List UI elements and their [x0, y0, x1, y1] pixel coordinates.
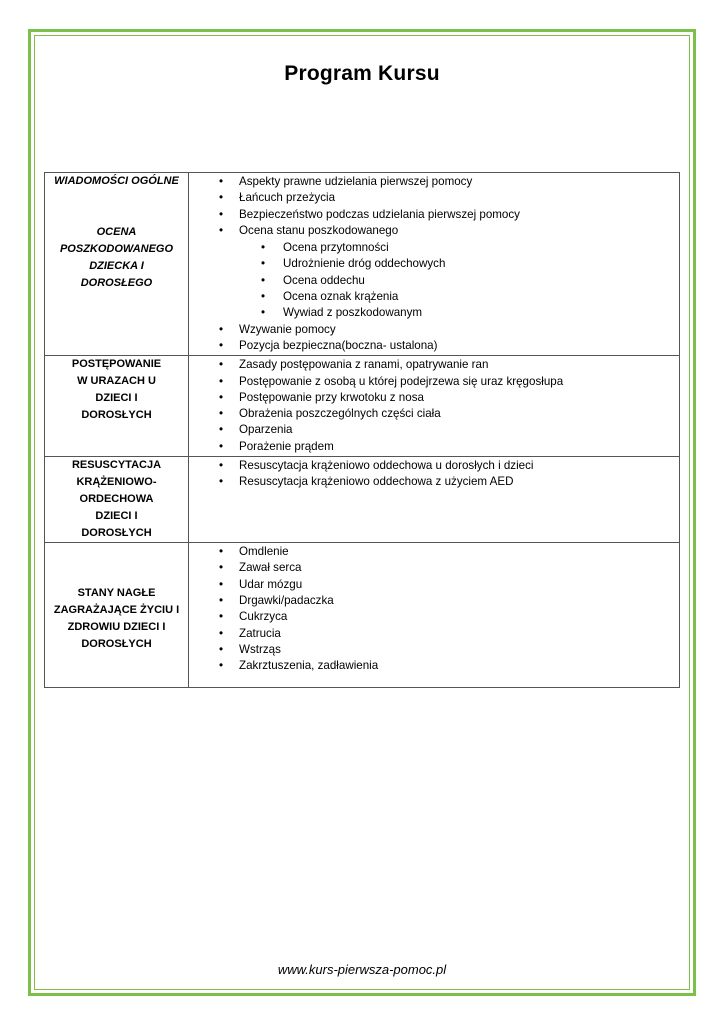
topic-list	[189, 356, 679, 456]
list-item: • Pozycja bezpieczna(boczna- ustalona)	[189, 338, 679, 354]
list-item: • Drgawki/padaczka	[189, 593, 679, 609]
category-label: STANY NAGŁE ZAGRAŻAJĄCE ŻYCIU I ZDROWIU DZIECI I DOROSŁYCH	[53, 587, 180, 651]
list-item: • Ocena stanu poszkodowanego	[189, 223, 679, 239]
topics-cell	[189, 543, 680, 688]
list-item: • Zasady postępowania z ranami, opatrywanie ran	[189, 357, 679, 373]
list-item: • Zawał serca	[189, 560, 679, 576]
list-item: • Postępowanie przy krwotoku z nosa	[189, 390, 679, 406]
list-item: • Udrożnienie dróg oddechowych	[189, 256, 679, 272]
list-item: • Ocena przytomności	[189, 240, 679, 256]
category-label: OCENA POSZKODOWANEGO DZIECKA I DOROSŁEGO	[59, 226, 174, 289]
list-item: • Postępowanie z osobą u której podejrzewa się uraz kręgosłupa	[189, 374, 679, 390]
list-item: • Wywiad z poszkodowanym	[189, 305, 679, 321]
list-item: • Porażenie prądem	[189, 439, 679, 455]
sub-topic-list	[189, 240, 679, 321]
table-row	[45, 356, 680, 457]
table-row	[45, 457, 680, 543]
table-row	[45, 543, 680, 688]
list-item: • Oparzenia	[189, 422, 679, 438]
list-item: • Wstrząs	[189, 642, 679, 658]
list-item: • Ocena oznak krążenia	[189, 289, 679, 305]
category-label: WIADOMOŚCI OGÓLNE	[54, 175, 179, 187]
list-item: • Bezpieczeństwo podczas udzielania pierwszej pomocy	[189, 207, 679, 223]
category-label: POSTĘPOWANIE W URAZACH U DZIECI I DOROSŁYCH	[71, 358, 162, 422]
topic-list	[189, 543, 679, 675]
category-cell	[45, 543, 189, 688]
topics-cell	[189, 173, 680, 356]
topic-list	[189, 457, 679, 492]
list-item: • Ocena oddechu	[189, 273, 679, 289]
course-program-table	[44, 172, 680, 688]
website-link[interactable]: www.kurs-pierwsza-pomoc.pl	[277, 962, 447, 977]
topics-cell	[189, 356, 680, 457]
category-cell	[45, 356, 189, 457]
category-label: RESUSCYTACJA KRĄŻENIOWO-ORDECHOWA DZIECI I DOROSŁYCH	[71, 459, 162, 540]
list-item: • Aspekty prawne udzielania pierwszej pomocy	[189, 174, 679, 190]
category-cell	[45, 457, 189, 543]
topic-list	[189, 322, 679, 356]
list-item: • Łańcuch przeżycia	[189, 190, 679, 206]
topic-list	[189, 173, 679, 240]
list-item: • Resuscytacja krążeniowo oddechowa z użyciem AED	[189, 474, 679, 490]
list-item: • Omdlenie	[189, 544, 679, 560]
topics-cell	[189, 457, 680, 543]
list-item: • Zatrucia	[189, 626, 679, 642]
list-item: • Obrażenia poszczególnych części ciała	[189, 406, 679, 422]
list-item: • Wzywanie pomocy	[189, 322, 679, 338]
list-item: • Cukrzyca	[189, 609, 679, 625]
page-title: Program Kursu	[284, 62, 440, 85]
category-cell	[45, 173, 189, 356]
list-item: • Zakrztuszenia, zadławienia	[189, 658, 679, 674]
table-row	[45, 173, 680, 356]
list-item: • Resuscytacja krążeniowo oddechowa u dorosłych i dzieci	[189, 458, 679, 474]
list-item: • Udar mózgu	[189, 577, 679, 593]
